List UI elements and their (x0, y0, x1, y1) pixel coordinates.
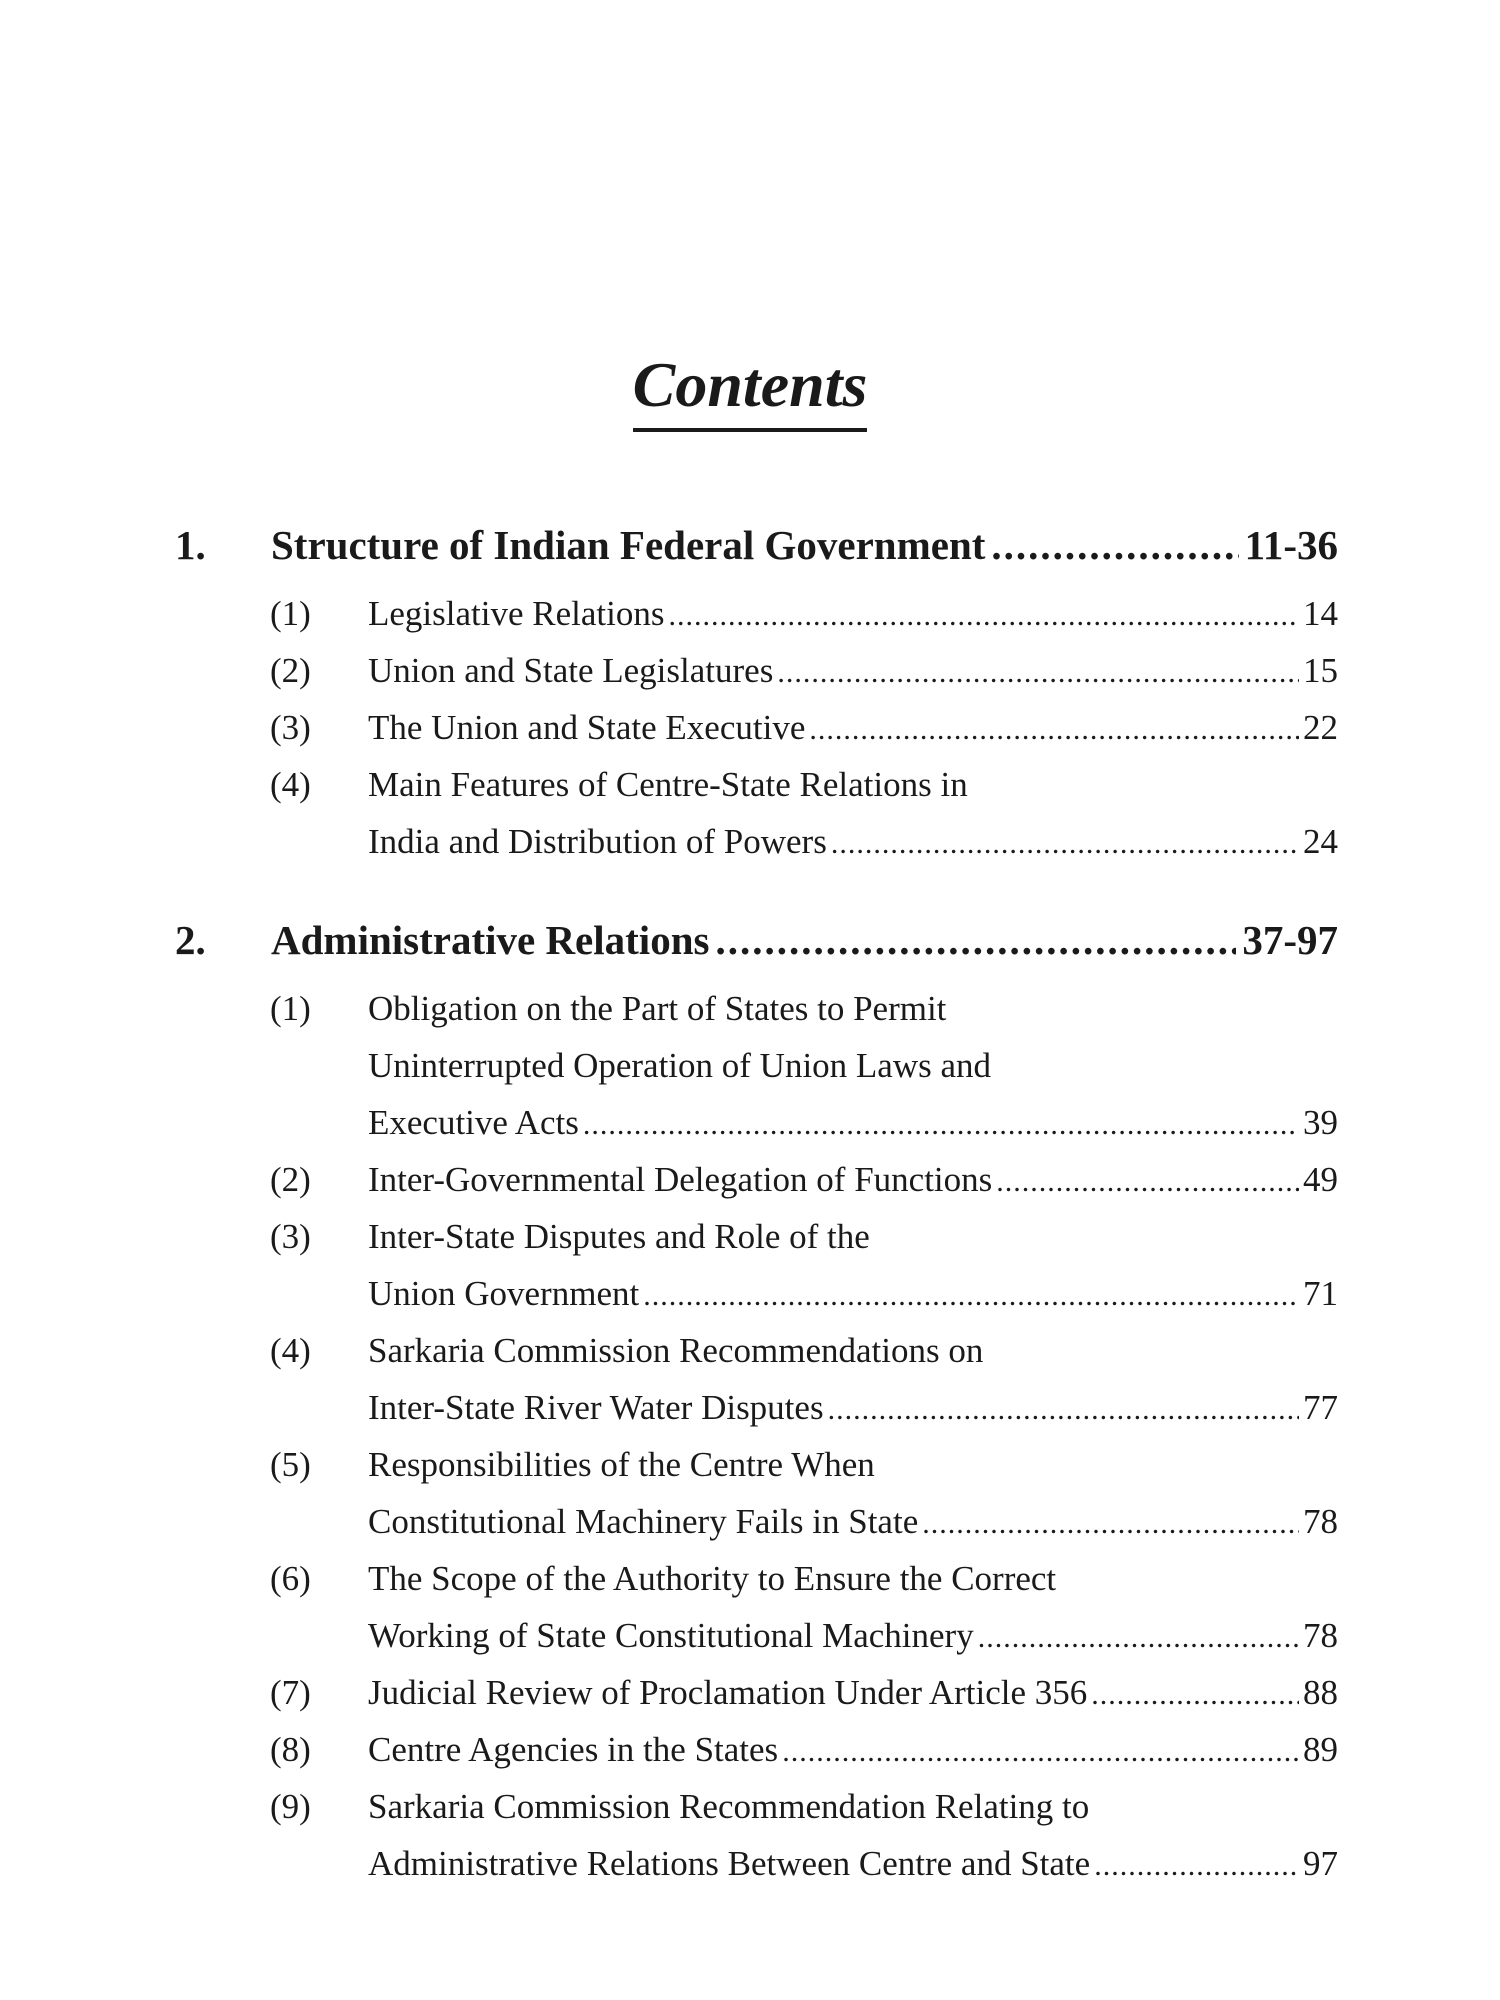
toc-entry (270, 699, 1338, 756)
entry-page-number: 49 (1303, 1160, 1338, 1199)
entry-line (270, 585, 1338, 642)
chapter-heading (175, 520, 1338, 570)
dot-leader (715, 915, 1236, 965)
entry-line (270, 1493, 1338, 1550)
entry-page-number: 77 (1303, 1388, 1338, 1427)
entry-title: Legislative Relations (368, 594, 665, 633)
entry-title: Inter-State Disputes and Role of the (368, 1217, 870, 1256)
entry-title: Executive Acts (368, 1103, 579, 1142)
entry-page-number: 22 (1303, 708, 1338, 747)
entry-page-number: 78 (1303, 1616, 1338, 1655)
dot-leader (828, 1381, 1299, 1438)
entry-line (270, 1664, 1338, 1721)
chapter-page-range: 37-97 (1242, 917, 1338, 963)
entry-line (270, 980, 1338, 1037)
entry-title: Responsibilities of the Centre When (368, 1445, 875, 1484)
dot-leader (668, 587, 1299, 644)
entry-page-number: 78 (1303, 1502, 1338, 1541)
dot-leader (922, 1495, 1299, 1552)
entry-number: (1) (270, 989, 311, 1028)
entry-number: (2) (270, 651, 311, 690)
toc-entry (270, 1322, 1338, 1436)
entry-page-number: 88 (1303, 1673, 1338, 1712)
entry-line (270, 642, 1338, 699)
page-title: Contents (633, 350, 868, 432)
chapter-number: 1. (175, 522, 206, 568)
entry-title: Sarkaria Commission Recommendations on (368, 1331, 984, 1370)
entry-title: Administrative Relations Between Centre and State (368, 1844, 1091, 1883)
entry-line (270, 1379, 1338, 1436)
dot-leader (996, 1153, 1299, 1210)
dot-leader (809, 701, 1299, 758)
entry-number: (8) (270, 1730, 311, 1769)
entry-title: Centre Agencies in the States (368, 1730, 779, 1769)
entry-number: (2) (270, 1160, 311, 1199)
entry-line (270, 1436, 1338, 1493)
toc-entry (270, 756, 1338, 870)
dot-leader (991, 520, 1238, 570)
entry-title: Inter-Governmental Delegation of Functions (368, 1160, 993, 1199)
dot-leader (831, 815, 1299, 872)
toc-entry (270, 1550, 1338, 1664)
title-block (0, 350, 1500, 432)
entry-number: (4) (270, 1331, 311, 1370)
entry-line (270, 756, 1338, 813)
entry-title: Uninterrupted Operation of Union Laws and (368, 1046, 992, 1085)
entry-title: Obligation on the Part of States to Permit (368, 989, 947, 1028)
dot-leader (643, 1267, 1299, 1324)
entry-title: The Union and State Executive (368, 708, 806, 747)
toc-entry (270, 1778, 1338, 1892)
entry-number: (3) (270, 1217, 311, 1256)
entry-line (270, 813, 1338, 870)
entry-number: (3) (270, 708, 311, 747)
entry-line (270, 1151, 1338, 1208)
entry-page-number: 39 (1303, 1103, 1338, 1142)
dot-leader (782, 1723, 1299, 1780)
dot-leader (978, 1609, 1299, 1666)
entry-title: Union Government (368, 1274, 640, 1313)
entry-title: Main Features of Centre-State Relations in (368, 765, 968, 804)
entry-page-number: 24 (1303, 822, 1338, 861)
dot-leader (583, 1096, 1299, 1153)
entry-title: Sarkaria Commission Recommendation Relating to (368, 1787, 1090, 1826)
entry-number: (6) (270, 1559, 311, 1598)
chapter-heading (175, 915, 1338, 965)
entry-number: (1) (270, 594, 311, 633)
entry-title: India and Distribution of Powers (368, 822, 827, 861)
toc-entry (270, 1664, 1338, 1721)
entry-number: (5) (270, 1445, 311, 1484)
toc-entry (270, 585, 1338, 642)
entry-number: (4) (270, 765, 311, 804)
entry-line (270, 1607, 1338, 1664)
entry-title: Union and State Legislatures (368, 651, 774, 690)
entry-title: Inter-State River Water Disputes (368, 1388, 824, 1427)
chapter-title: Administrative Relations (271, 917, 710, 963)
dot-leader (1094, 1837, 1299, 1894)
entry-page-number: 89 (1303, 1730, 1338, 1769)
entry-page-number: 15 (1303, 651, 1338, 690)
dot-leader (777, 644, 1299, 701)
entry-title: Judicial Review of Proclamation Under Article 356 (368, 1673, 1088, 1712)
entry-page-number: 97 (1303, 1844, 1338, 1883)
entry-title: The Scope of the Authority to Ensure the Correct (368, 1559, 1057, 1598)
entry-line (270, 1094, 1338, 1151)
entry-number: (9) (270, 1787, 311, 1826)
entry-number: (7) (270, 1673, 311, 1712)
entry-line (270, 1322, 1338, 1379)
toc-entry (270, 1208, 1338, 1322)
toc-entry (270, 1721, 1338, 1778)
entry-line (270, 1835, 1338, 1892)
chapter-page-range: 11-36 (1244, 522, 1338, 568)
entry-line (270, 699, 1338, 756)
entry-page-number: 14 (1303, 594, 1338, 633)
chapter-title: Structure of Indian Federal Government (271, 522, 986, 568)
entry-line (270, 1778, 1338, 1835)
entry-line (270, 1550, 1338, 1607)
entry-line (270, 1037, 1338, 1094)
entry-line (270, 1265, 1338, 1322)
toc-entry (270, 642, 1338, 699)
toc-entry (270, 1151, 1338, 1208)
entry-line (270, 1721, 1338, 1778)
toc-entry (270, 980, 1338, 1151)
dot-leader (1091, 1666, 1299, 1723)
toc-entry (270, 1436, 1338, 1550)
chapter-number: 2. (175, 917, 206, 963)
entry-line (270, 1208, 1338, 1265)
entry-page-number: 71 (1303, 1274, 1338, 1313)
entry-title: Working of State Constitutional Machinery (368, 1616, 974, 1655)
entry-title: Constitutional Machinery Fails in State (368, 1502, 919, 1541)
